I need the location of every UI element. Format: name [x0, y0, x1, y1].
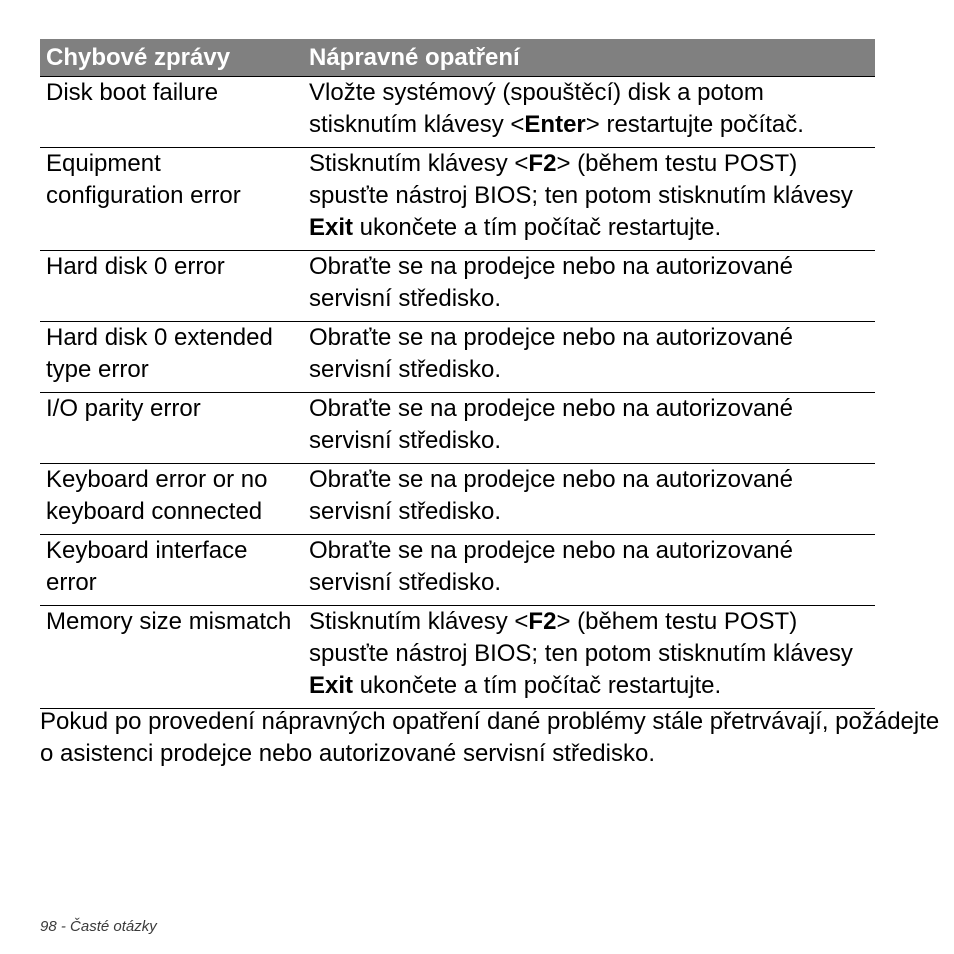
table-row	[40, 148, 875, 251]
error-message-cell: Disk boot failure	[40, 77, 303, 148]
key-name: F2	[528, 150, 557, 177]
closing-note: Pokud po provedení nápravných opatření dané problémy stále přetrvávají, požádejte o asistenci prodejce nebo autorizované servisní středisko.	[40, 708, 940, 767]
table-row	[40, 464, 875, 535]
action-text: Stisknutím klávesy <	[309, 150, 529, 177]
action-text: Obraťte se na prodejce nebo na autorizované servisní středisko.	[309, 253, 793, 312]
action-text: Vložte systémový (spouštěcí) disk a potom stisknutím klávesy <	[309, 79, 764, 138]
action-text: > (během testu POST) spusťte nástroj BIOS; ten potom stisknutím klávesy	[309, 608, 853, 667]
key-name: F2	[528, 608, 557, 635]
action-text: ukončete a tím počítač restartujte.	[353, 672, 722, 699]
key-name: Exit	[309, 214, 354, 241]
action-cell	[303, 535, 875, 606]
header-corrective-actions: Nápravné opatření	[303, 39, 875, 77]
header-error-messages: Chybové zprávy	[40, 39, 303, 77]
table-row	[40, 393, 875, 464]
table-row	[40, 322, 875, 393]
error-message-cell: Equipment configuration error	[40, 148, 303, 251]
action-text: Obraťte se na prodejce nebo na autorizované servisní středisko.	[309, 466, 793, 525]
action-cell	[303, 251, 875, 322]
action-cell	[303, 464, 875, 535]
action-cell	[303, 148, 875, 251]
error-message-cell: Memory size mismatch	[40, 606, 303, 709]
key-name: Enter	[524, 111, 586, 138]
action-cell	[303, 606, 875, 709]
action-text: Stisknutím klávesy <	[309, 608, 529, 635]
page-number: 98	[40, 918, 57, 935]
error-messages-table	[40, 39, 875, 709]
key-name: Exit	[309, 672, 354, 699]
table-row	[40, 251, 875, 322]
table-header-row	[40, 39, 875, 77]
error-message-cell: Hard disk 0 error	[40, 251, 303, 322]
page-footer	[40, 918, 157, 935]
table-row	[40, 77, 875, 148]
action-text: > (během testu POST) spusťte nástroj BIOS; ten potom stisknutím klávesy	[309, 150, 853, 209]
action-text: ukončete a tím počítač restartujte.	[353, 214, 722, 241]
error-message-cell: I/O parity error	[40, 393, 303, 464]
error-message-cell: Keyboard interface error	[40, 535, 303, 606]
error-message-cell: Hard disk 0 extended type error	[40, 322, 303, 393]
action-text: > restartujte počítač.	[585, 111, 804, 138]
error-message-cell: Keyboard error or no keyboard connected	[40, 464, 303, 535]
section-title: Časté otázky	[70, 918, 157, 935]
table-row	[40, 606, 875, 709]
action-text: Obraťte se na prodejce nebo na autorizované servisní středisko.	[309, 395, 793, 454]
action-cell	[303, 322, 875, 393]
action-cell	[303, 393, 875, 464]
action-text: Obraťte se na prodejce nebo na autorizované servisní středisko.	[309, 537, 793, 596]
table-row	[40, 535, 875, 606]
action-text: Obraťte se na prodejce nebo na autorizované servisní středisko.	[309, 324, 793, 383]
footer-separator: -	[56, 918, 71, 935]
action-cell	[303, 77, 875, 148]
